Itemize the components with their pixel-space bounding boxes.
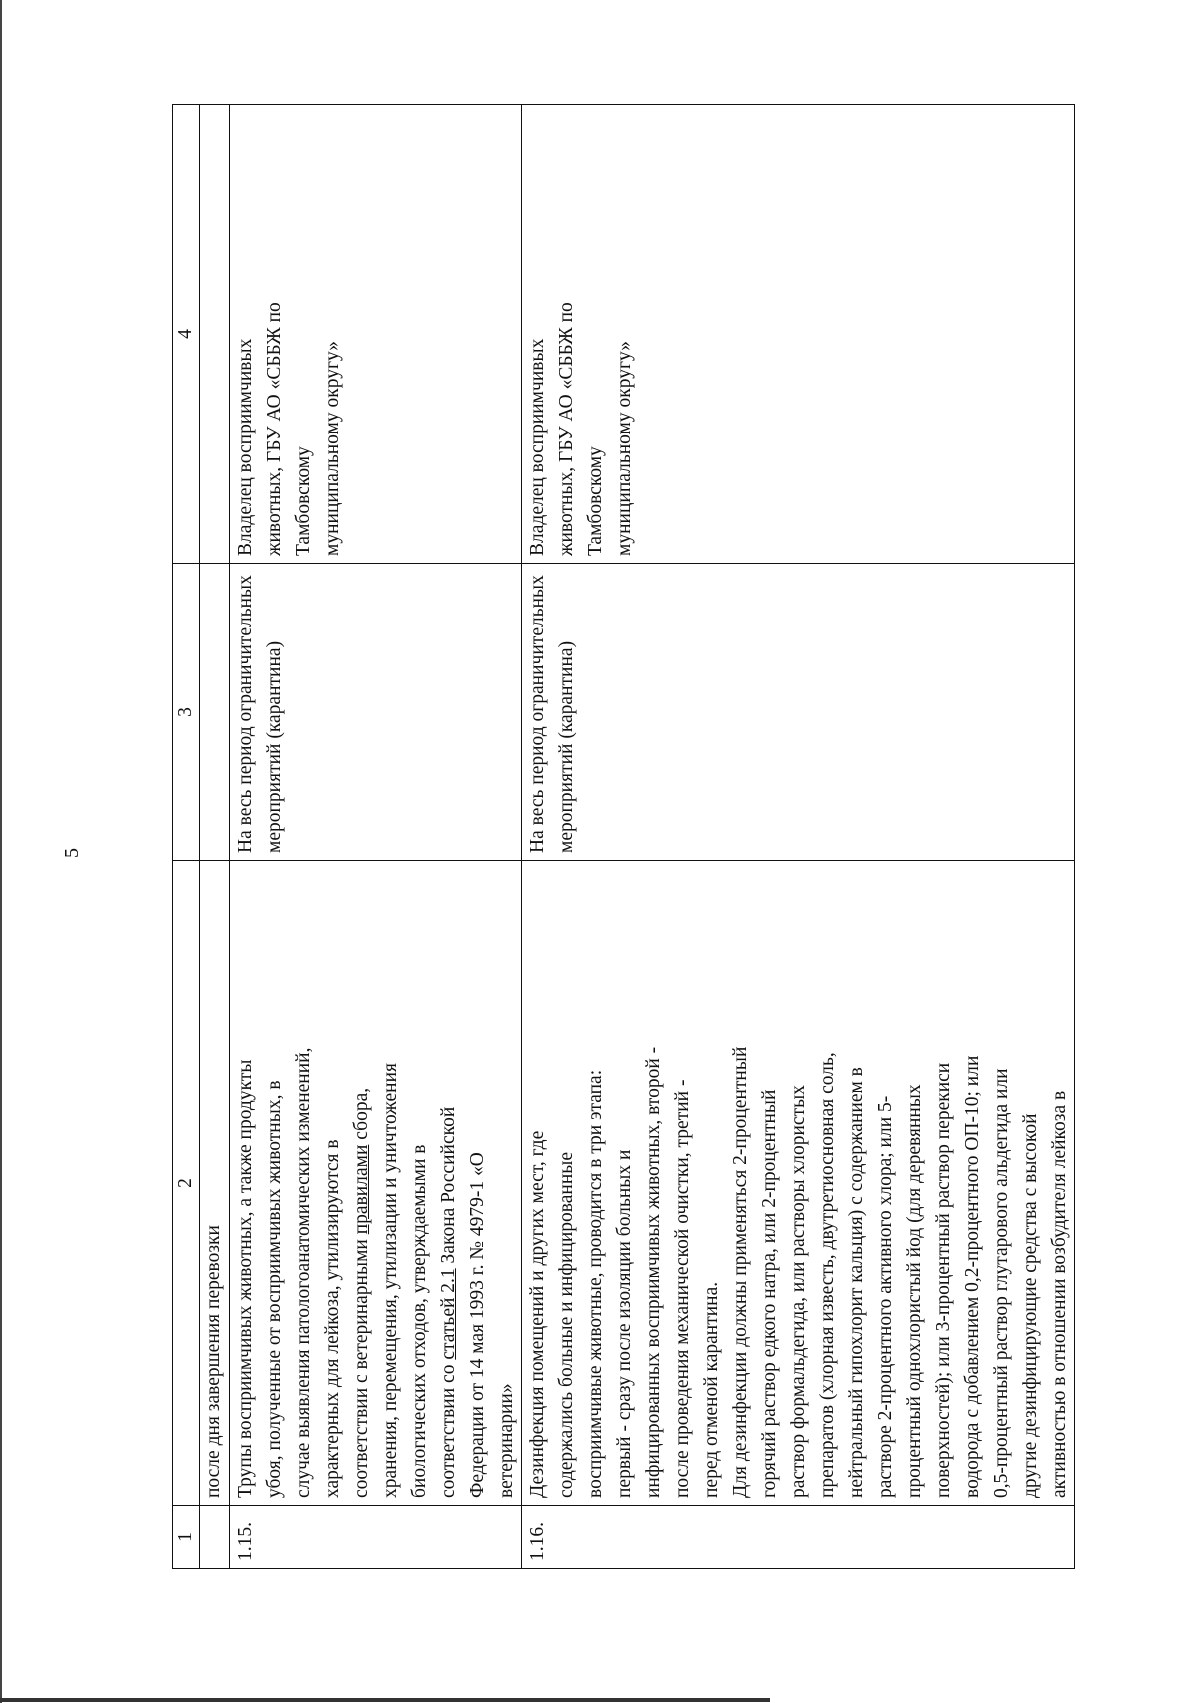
measure-line: поверхностей); или 3-процентный раствор перекиси [933, 1062, 954, 1498]
continuation-row [200, 105, 230, 1569]
responsible-line: животных, ГБУ АО «СББЖ по [264, 302, 285, 556]
responsible-line: Тамбовскому [585, 446, 606, 556]
row-period [230, 564, 522, 861]
measure-line: нейтральный гипохлорит кальция) с содержанием в [846, 1067, 867, 1498]
responsible-line: муниципальному округу» [322, 341, 343, 556]
scan-left-edge [0, 0, 2, 1703]
column-number-4: 4 [173, 105, 200, 564]
row-period [522, 564, 1075, 861]
measure-line: Для дезинфекции должны применяться 2-процентный [730, 1046, 751, 1498]
row-index: 1.16. [522, 1506, 1075, 1569]
responsible-line: Владелец восприимчивых [527, 338, 548, 556]
period-line: мероприятий (карантина) [556, 640, 577, 853]
measure-line: Федерации от 14 мая 1993 г. № 4979-1 «О [467, 1152, 488, 1498]
column-number-3: 3 [173, 564, 200, 861]
row-measure [230, 861, 522, 1506]
column-number-1: 1 [173, 1506, 200, 1569]
measure-line: другие дезинфицирующие средства с высокой [1020, 1113, 1041, 1498]
measure-line [434, 866, 463, 1498]
row-index: 1.15. [230, 1506, 522, 1569]
article-link[interactable]: статьей 2.1 [438, 1268, 459, 1360]
row-responsible [230, 105, 522, 564]
measure-line: процентный однохлористый йод (для деревянных [904, 1084, 925, 1498]
rules-link[interactable]: правилами [351, 1144, 372, 1235]
responsible-line: Владелец восприимчивых [235, 338, 256, 556]
period-line: На весь период ограничительных [527, 575, 548, 853]
measure-line: убоя, полученные от восприимчивых животных, в [264, 1080, 285, 1498]
measures-table [172, 104, 1075, 1569]
measure-line: раствор формальдегида, или растворы хлористых [788, 1085, 809, 1498]
measure-line: после проведения механической очистки, третий - [672, 1079, 693, 1498]
measure-line: водорода с добавлением 0,2-процентного ОП-10; или [962, 1055, 983, 1498]
continuation-empty-cell [200, 105, 230, 564]
measure-line: инфицированных восприимчивых животных, второй - [643, 1046, 664, 1498]
measure-line: Трупы восприимчивых животных, а также продукты [235, 1059, 256, 1498]
responsible-line: муниципальному округу» [614, 341, 635, 556]
column-number-2: 2 [173, 861, 200, 1506]
period-line: мероприятий (карантина) [264, 640, 285, 853]
page-number: 5 [61, 848, 83, 858]
responsible-line: животных, ГБУ АО «СББЖ по [556, 302, 577, 556]
measure-line: перед отменой карантина. [701, 1281, 722, 1498]
continuation-empty-cell [200, 564, 230, 861]
continuation-empty-cell [200, 1506, 230, 1569]
rotated-page [172, 105, 1090, 1569]
row-responsible [522, 105, 1075, 564]
measure-line [347, 866, 376, 1498]
row-measure [522, 861, 1075, 1506]
measure-text: соответствии со [438, 1359, 459, 1498]
scan-bottom-edge [0, 1698, 770, 1702]
measure-line: Дезинфекция помещений и других мест, где [527, 1130, 548, 1498]
responsible-line: Тамбовскому [293, 446, 314, 556]
measure-line: активностью в отношении возбудителя лейкоза в [1049, 1090, 1070, 1498]
measure-line: 0,5-процентный раствор глутарового альдегида или [991, 1068, 1012, 1498]
measure-line: случае выявления патологоанатомических изменений, [293, 1047, 314, 1498]
table-row [230, 105, 522, 1569]
measure-line: восприимчивые животные, проводится в три этапа: [585, 1069, 606, 1498]
measure-line: растворе 2-процентного активного хлора; или 5- [875, 1095, 896, 1498]
measure-text: Закона Российской [438, 1106, 459, 1269]
measure-line: содержались больные и инфицированные [556, 1151, 577, 1498]
measure-text: соответствии с ветеринарными [351, 1234, 372, 1498]
measure-line: первый - сразу после изоляции больных и [614, 1149, 635, 1498]
column-number-row [173, 105, 200, 1569]
period-line: На весь период ограничительных [235, 575, 256, 853]
measure-line: характерных для лейкоза, утилизируются в [322, 1139, 343, 1498]
measure-line: горячий раствор едкого натра, или 2-процентный [759, 1089, 780, 1498]
measure-text: сбора, [351, 1087, 372, 1145]
continuation-text: после дня завершения перевозки [200, 861, 230, 1506]
measure-line: ветеринарии» [496, 1383, 517, 1498]
table-row [522, 105, 1075, 1569]
measure-line: препаратов (хлорная известь, двутретиосновная соль, [817, 1052, 838, 1498]
measure-line: биологических отходов, утверждаемыми в [409, 1144, 430, 1498]
measure-line: хранения, перемещения, утилизации и уничтожения [380, 1063, 401, 1498]
